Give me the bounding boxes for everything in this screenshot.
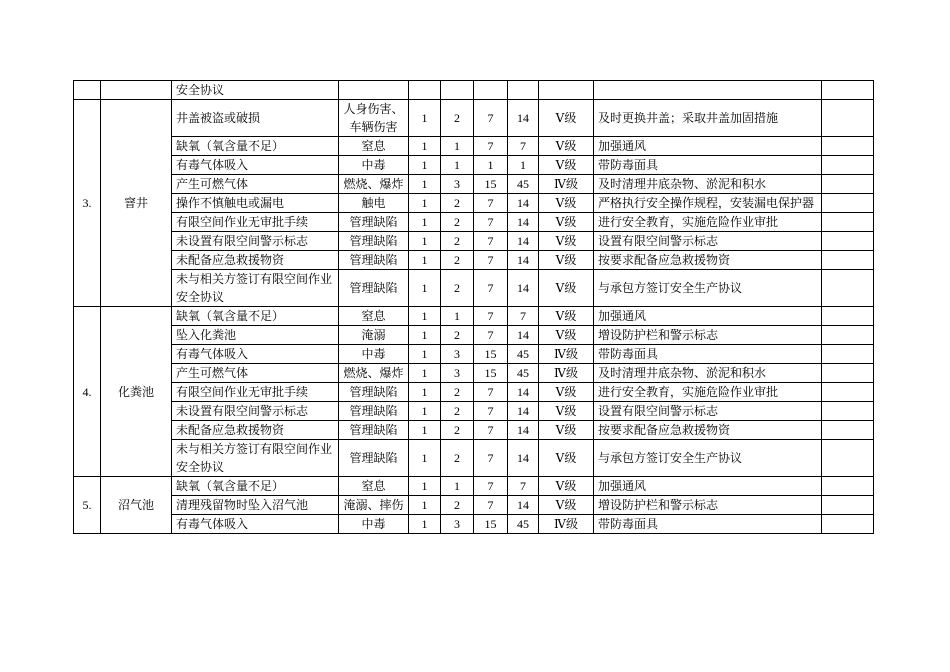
- e-value-cell: 2: [441, 213, 474, 232]
- l-value-cell: 1: [409, 194, 441, 213]
- c-value-cell: 15: [474, 515, 508, 534]
- remark-cell: [822, 515, 874, 534]
- consequence-cell: [339, 81, 409, 100]
- c-value-cell: 7: [474, 307, 508, 326]
- d-value-cell: 14: [508, 100, 539, 137]
- item-number-cell: 4.: [74, 307, 101, 477]
- hazard-cell: 产生可燃气体: [172, 175, 339, 194]
- table-row: [74, 383, 874, 402]
- hazard-cell: 有限空间作业无审批手续: [172, 213, 339, 232]
- risk-level-cell: Ⅴ级: [539, 326, 594, 345]
- l-value-cell: 1: [409, 326, 441, 345]
- risk-level-cell: Ⅴ级: [539, 402, 594, 421]
- consequence-cell: 窒息: [339, 307, 409, 326]
- c-value-cell: 15: [474, 345, 508, 364]
- hazard-cell: 产生可燃气体: [172, 364, 339, 383]
- c-value-cell: 7: [474, 194, 508, 213]
- l-value-cell: 1: [409, 213, 441, 232]
- consequence-cell: 中毒: [339, 515, 409, 534]
- d-value-cell: 14: [508, 194, 539, 213]
- table-row: [74, 81, 874, 100]
- l-value-cell: 1: [409, 440, 441, 477]
- consequence-cell: 管理缺陷: [339, 270, 409, 307]
- d-value-cell: 14: [508, 213, 539, 232]
- item-number-cell: 5.: [74, 477, 101, 534]
- d-value-cell: 45: [508, 345, 539, 364]
- table-row: [74, 194, 874, 213]
- c-value-cell: 7: [474, 402, 508, 421]
- remark-cell: [822, 345, 874, 364]
- l-value-cell: [409, 81, 441, 100]
- hazard-cell: 有毒气体吸入: [172, 515, 339, 534]
- d-value-cell: 14: [508, 402, 539, 421]
- consequence-cell: 窒息: [339, 137, 409, 156]
- l-value-cell: 1: [409, 270, 441, 307]
- e-value-cell: 2: [441, 421, 474, 440]
- d-value-cell: 14: [508, 421, 539, 440]
- c-value-cell: 7: [474, 213, 508, 232]
- remark-cell: [822, 326, 874, 345]
- risk-level-cell: Ⅴ级: [539, 440, 594, 477]
- control-measure-cell: 及时清理井底杂物、淤泥和积水: [594, 364, 822, 383]
- l-value-cell: 1: [409, 421, 441, 440]
- remark-cell: [822, 270, 874, 307]
- e-value-cell: 2: [441, 496, 474, 515]
- control-measure-cell: [594, 81, 822, 100]
- remark-cell: [822, 156, 874, 175]
- c-value-cell: 7: [474, 100, 508, 137]
- e-value-cell: 1: [441, 307, 474, 326]
- table-row: [74, 307, 874, 326]
- consequence-cell: 管理缺陷: [339, 251, 409, 270]
- l-value-cell: 1: [409, 100, 441, 137]
- risk-level-cell: Ⅴ级: [539, 421, 594, 440]
- remark-cell: [822, 194, 874, 213]
- hazard-cell: 未设置有限空间警示标志: [172, 402, 339, 421]
- remark-cell: [822, 81, 874, 100]
- d-value-cell: 14: [508, 440, 539, 477]
- l-value-cell: 1: [409, 156, 441, 175]
- control-measure-cell: 进行安全教育，实施危险作业审批: [594, 213, 822, 232]
- remark-cell: [822, 251, 874, 270]
- e-value-cell: 3: [441, 515, 474, 534]
- l-value-cell: 1: [409, 232, 441, 251]
- risk-level-cell: Ⅳ级: [539, 345, 594, 364]
- c-value-cell: 7: [474, 270, 508, 307]
- location-cell: 窨井: [101, 100, 172, 307]
- control-measure-cell: 带防毒面具: [594, 156, 822, 175]
- d-value-cell: 7: [508, 307, 539, 326]
- c-value-cell: 7: [474, 440, 508, 477]
- table-row: [74, 251, 874, 270]
- consequence-cell: 管理缺陷: [339, 421, 409, 440]
- e-value-cell: 3: [441, 175, 474, 194]
- table-row: [74, 175, 874, 194]
- risk-level-cell: Ⅴ级: [539, 137, 594, 156]
- e-value-cell: 2: [441, 251, 474, 270]
- location-cell: [101, 81, 172, 100]
- d-value-cell: 14: [508, 232, 539, 251]
- table-row: [74, 270, 874, 307]
- e-value-cell: 1: [441, 477, 474, 496]
- risk-level-cell: Ⅴ级: [539, 307, 594, 326]
- l-value-cell: 1: [409, 477, 441, 496]
- e-value-cell: [441, 81, 474, 100]
- hazard-cell: 清理残留物时坠入沼气池: [172, 496, 339, 515]
- remark-cell: [822, 496, 874, 515]
- control-measure-cell: 加强通风: [594, 477, 822, 496]
- e-value-cell: 2: [441, 194, 474, 213]
- risk-level-cell: Ⅴ级: [539, 213, 594, 232]
- hazard-cell: 未配备应急救援物资: [172, 421, 339, 440]
- hazard-cell: 缺氧（氧含量不足）: [172, 137, 339, 156]
- c-value-cell: 7: [474, 421, 508, 440]
- hazard-cell: 安全协议: [172, 81, 339, 100]
- e-value-cell: 2: [441, 232, 474, 251]
- c-value-cell: 7: [474, 477, 508, 496]
- risk-level-cell: Ⅴ级: [539, 194, 594, 213]
- hazard-cell: 未与相关方签订有限空间作业安全协议: [172, 440, 339, 477]
- e-value-cell: 2: [441, 100, 474, 137]
- control-measure-cell: 进行安全教育，实施危险作业审批: [594, 383, 822, 402]
- hazard-cell: 井盖被盗或破损: [172, 100, 339, 137]
- l-value-cell: 1: [409, 137, 441, 156]
- c-value-cell: 7: [474, 137, 508, 156]
- e-value-cell: 2: [441, 326, 474, 345]
- item-number-cell: [74, 81, 101, 100]
- consequence-cell: 中毒: [339, 156, 409, 175]
- d-value-cell: 14: [508, 326, 539, 345]
- consequence-cell: 窒息: [339, 477, 409, 496]
- d-value-cell: [508, 81, 539, 100]
- risk-level-cell: Ⅳ级: [539, 364, 594, 383]
- remark-cell: [822, 477, 874, 496]
- consequence-cell: 管理缺陷: [339, 232, 409, 251]
- d-value-cell: 1: [508, 156, 539, 175]
- table-row: [74, 477, 874, 496]
- control-measure-cell: 按要求配备应急救援物资: [594, 251, 822, 270]
- c-value-cell: 7: [474, 383, 508, 402]
- consequence-cell: 燃烧、爆炸: [339, 175, 409, 194]
- table-row: [74, 496, 874, 515]
- c-value-cell: 1: [474, 156, 508, 175]
- l-value-cell: 1: [409, 515, 441, 534]
- l-value-cell: 1: [409, 345, 441, 364]
- e-value-cell: 2: [441, 440, 474, 477]
- l-value-cell: 1: [409, 402, 441, 421]
- consequence-cell: 燃烧、爆炸: [339, 364, 409, 383]
- control-measure-cell: 增设防护栏和警示标志: [594, 496, 822, 515]
- risk-level-cell: Ⅴ级: [539, 383, 594, 402]
- remark-cell: [822, 137, 874, 156]
- hazard-cell: 有限空间作业无审批手续: [172, 383, 339, 402]
- consequence-cell: 管理缺陷: [339, 383, 409, 402]
- table-row: [74, 326, 874, 345]
- control-measure-cell: 按要求配备应急救援物资: [594, 421, 822, 440]
- hazard-cell: 操作不慎触电或漏电: [172, 194, 339, 213]
- control-measure-cell: 增设防护栏和警示标志: [594, 326, 822, 345]
- control-measure-cell: 加强通风: [594, 137, 822, 156]
- risk-level-cell: Ⅴ级: [539, 156, 594, 175]
- table-row: [74, 232, 874, 251]
- c-value-cell: 7: [474, 326, 508, 345]
- risk-level-cell: Ⅴ级: [539, 251, 594, 270]
- control-measure-cell: 设置有限空间警示标志: [594, 232, 822, 251]
- consequence-cell: 管理缺陷: [339, 402, 409, 421]
- consequence-cell: 中毒: [339, 345, 409, 364]
- hazard-cell: 未配备应急救援物资: [172, 251, 339, 270]
- risk-level-cell: Ⅳ级: [539, 175, 594, 194]
- control-measure-cell: 与承包方签订安全生产协议: [594, 440, 822, 477]
- c-value-cell: 15: [474, 175, 508, 194]
- risk-table-body: [74, 81, 874, 534]
- item-number-cell: 3.: [74, 100, 101, 307]
- d-value-cell: 45: [508, 175, 539, 194]
- remark-cell: [822, 421, 874, 440]
- d-value-cell: 7: [508, 137, 539, 156]
- location-cell: 沼气池: [101, 477, 172, 534]
- risk-level-cell: Ⅳ级: [539, 515, 594, 534]
- e-value-cell: 3: [441, 345, 474, 364]
- hazard-cell: 缺氧（氧含量不足）: [172, 307, 339, 326]
- consequence-cell: 管理缺陷: [339, 213, 409, 232]
- table-row: [74, 364, 874, 383]
- table-row: [74, 100, 874, 137]
- c-value-cell: 7: [474, 251, 508, 270]
- risk-level-cell: Ⅴ级: [539, 232, 594, 251]
- hazard-cell: 未与相关方签订有限空间作业安全协议: [172, 270, 339, 307]
- d-value-cell: 14: [508, 383, 539, 402]
- e-value-cell: 1: [441, 156, 474, 175]
- table-row: [74, 440, 874, 477]
- c-value-cell: [474, 81, 508, 100]
- d-value-cell: 14: [508, 270, 539, 307]
- consequence-cell: 淹溺、摔伤: [339, 496, 409, 515]
- risk-level-cell: Ⅴ级: [539, 270, 594, 307]
- table-row: [74, 421, 874, 440]
- consequence-cell: 触电: [339, 194, 409, 213]
- table-row: [74, 156, 874, 175]
- remark-cell: [822, 440, 874, 477]
- table-row: [74, 402, 874, 421]
- d-value-cell: 45: [508, 364, 539, 383]
- risk-level-cell: Ⅴ级: [539, 100, 594, 137]
- table-row: [74, 137, 874, 156]
- remark-cell: [822, 402, 874, 421]
- control-measure-cell: 及时清理井底杂物、淤泥和积水: [594, 175, 822, 194]
- table-row: [74, 345, 874, 364]
- l-value-cell: 1: [409, 383, 441, 402]
- remark-cell: [822, 100, 874, 137]
- risk-level-cell: Ⅴ级: [539, 496, 594, 515]
- d-value-cell: 45: [508, 515, 539, 534]
- e-value-cell: 2: [441, 402, 474, 421]
- c-value-cell: 7: [474, 232, 508, 251]
- risk-level-cell: [539, 81, 594, 100]
- control-measure-cell: 带防毒面具: [594, 345, 822, 364]
- remark-cell: [822, 364, 874, 383]
- consequence-cell: 淹溺: [339, 326, 409, 345]
- l-value-cell: 1: [409, 496, 441, 515]
- hazard-cell: 有毒气体吸入: [172, 156, 339, 175]
- hazard-cell: 坠入化粪池: [172, 326, 339, 345]
- control-measure-cell: 设置有限空间警示标志: [594, 402, 822, 421]
- c-value-cell: 15: [474, 364, 508, 383]
- c-value-cell: 7: [474, 496, 508, 515]
- e-value-cell: 2: [441, 383, 474, 402]
- l-value-cell: 1: [409, 251, 441, 270]
- consequence-cell: 管理缺陷: [339, 440, 409, 477]
- table-row: [74, 213, 874, 232]
- e-value-cell: 1: [441, 137, 474, 156]
- remark-cell: [822, 383, 874, 402]
- hazard-cell: 未设置有限空间警示标志: [172, 232, 339, 251]
- table-row: [74, 515, 874, 534]
- control-measure-cell: 与承包方签订安全生产协议: [594, 270, 822, 307]
- hazard-cell: 有毒气体吸入: [172, 345, 339, 364]
- e-value-cell: 2: [441, 270, 474, 307]
- l-value-cell: 1: [409, 175, 441, 194]
- risk-level-cell: Ⅴ级: [539, 477, 594, 496]
- risk-assessment-table: [73, 80, 874, 534]
- d-value-cell: 7: [508, 477, 539, 496]
- l-value-cell: 1: [409, 307, 441, 326]
- remark-cell: [822, 175, 874, 194]
- l-value-cell: 1: [409, 364, 441, 383]
- hazard-cell: 缺氧（氧含量不足）: [172, 477, 339, 496]
- consequence-cell: 人身伤害、车辆伤害: [339, 100, 409, 137]
- remark-cell: [822, 213, 874, 232]
- d-value-cell: 14: [508, 251, 539, 270]
- control-measure-cell: 及时更换井盖；采取井盖加固措施: [594, 100, 822, 137]
- d-value-cell: 14: [508, 496, 539, 515]
- e-value-cell: 3: [441, 364, 474, 383]
- control-measure-cell: 加强通风: [594, 307, 822, 326]
- remark-cell: [822, 307, 874, 326]
- remark-cell: [822, 232, 874, 251]
- location-cell: 化粪池: [101, 307, 172, 477]
- control-measure-cell: 带防毒面具: [594, 515, 822, 534]
- control-measure-cell: 严格执行安全操作规程，安装漏电保护器: [594, 194, 822, 213]
